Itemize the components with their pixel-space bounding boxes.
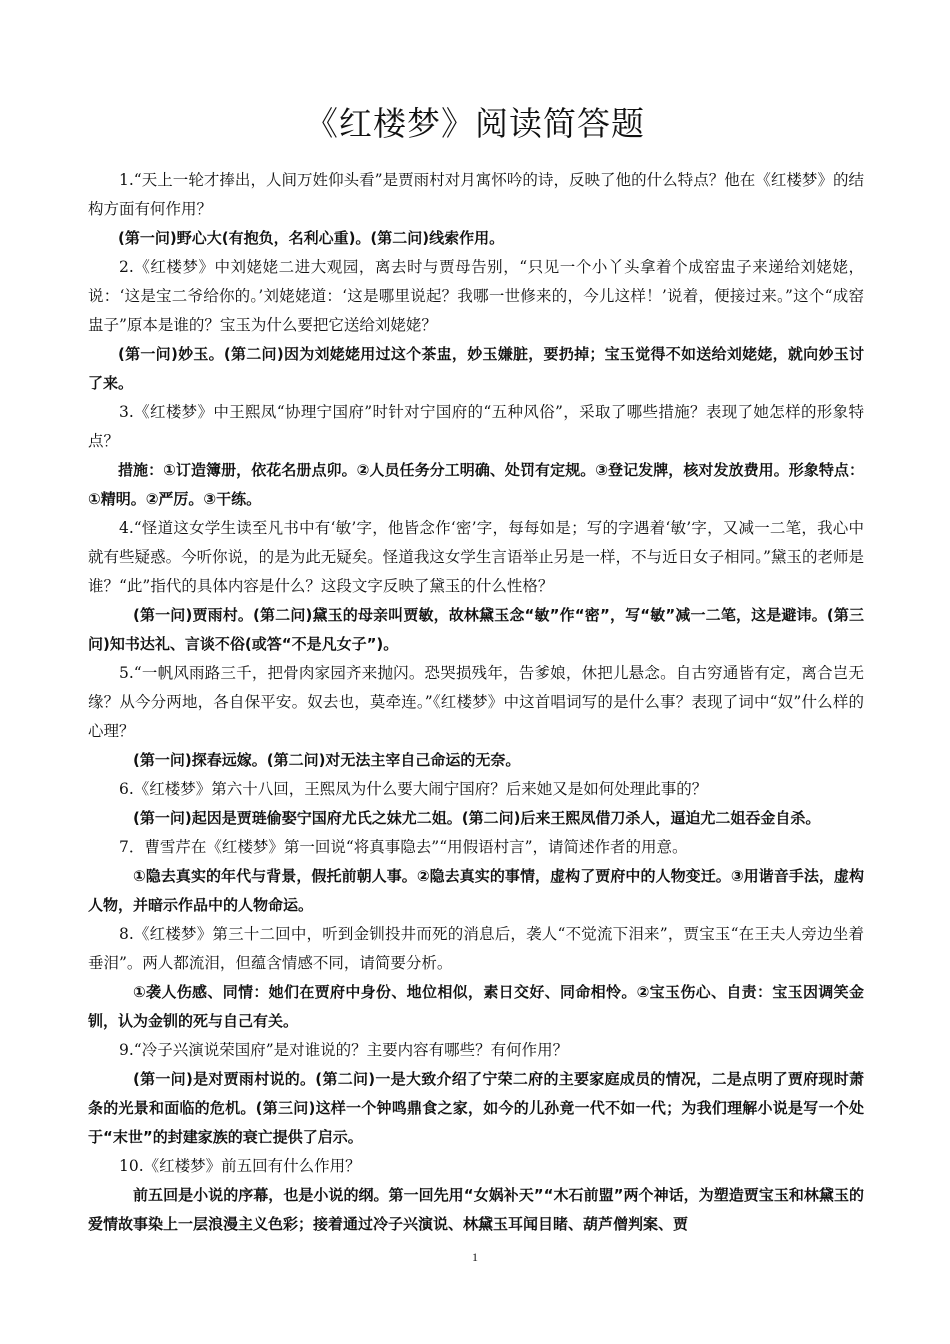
question-5: 5.“一帆风雨路三千，把骨肉家园齐来抛闪。恐哭损残年，告爹娘，休把儿悬念。自古穷通皆有定，离合岂无缘？从今分两地，各自保平安。奴去也，莫牵连。”《红楼梦》中这首唱词写的是什么事？表现了词中“奴”什么样的心理？ [88,664,864,740]
question-8: 8.《红楼梦》第三十二回中，听到金钏投井而死的消息后，袭人“不觉流下泪来”，贾宝玉“在王夫人旁边坐着垂泪”。两人都流泪，但蕴含情感不同，请简要分析。 [88,925,864,972]
answer-9: (第一问)是对贾雨村说的。(第二问)一是大致介绍了宁荣二府的主要家庭成员的情况，二是点明了贾府现时萧条的光景和面临的危机。(第三问)这样一个钟鸣鼎食之家，如今的儿孙竟一代不如一代；为我们理解小说是写一个处于“末世”的封建家族的衰亡提供了启示。 [88,1070,864,1146]
question-7: 7．曹雪芹在《红楼梦》第一回说“将真事隐去”“用假语村言”，请简述作者的用意。 [119,838,688,856]
answer-5: (第一问)探春远嫁。(第二问)对无法主宰自己命运的无奈。 [133,751,521,769]
question-list [88,166,864,1239]
question-9: 9.“冷子兴演说荣国府”是对谁说的？主要内容有哪些？有何作用？ [119,1041,569,1059]
answer-3: 措施：①订造簿册，依花名册点卯。②人员任务分工明确、处罚有定规。③登记发牌，核对发放费用。形象特点：①精明。②严厉。③干练。 [88,461,864,508]
question-6: 6.《红楼梦》第六十八回，王熙凤为什么要大闹宁国府？后来她又是如何处理此事的？ [119,780,708,798]
answer-1: (第一问)野心大(有抱负，名利心重)。(第二问)线索作用。 [118,229,505,247]
question-4: 4.“怪道这女学生读至凡书中有‘敏’字，他皆念作‘密’字，每每如是；写的字遇着‘敏’字，又减一二笔，我心中就有些疑惑。今听你说，的是为此无疑矣。怪道我这女学生言语举止另是一样，不与近日女子相同。”黛玉的老师是谁？“此”指代的具体内容是什么？这段文字反映了黛玉的什么性格？ [88,519,864,595]
document-title: 《红楼梦》阅读简答题 [305,104,645,143]
answer-2: (第一问)妙玉。(第二问)因为刘姥姥用过这个茶盅，妙玉嫌脏，要扔掉；宝玉觉得不如送给刘姥姥，就向妙玉讨了来。 [88,345,864,392]
answer-7: ①隐去真实的年代与背景，假托前朝人事。②隐去真实的事情，虚构了贾府中的人物变迁。③用谐音手法，虚构人物，并暗示作品中的人物命运。 [88,867,864,914]
question-2: 2.《红楼梦》中刘姥姥二进大观园，离去时与贾母告别，“只见一个小丫头拿着个成窑盅子来递给刘姥姥，说：‘这是宝二爷给你的。’刘姥姥道：‘这是哪里说起？我哪一世修来的，今儿这样！’说着，便接过来。”这个“成窑盅子”原本是谁的？宝玉为什么要把它送给刘姥姥？ [88,258,864,334]
answer-10: 前五回是小说的序幕，也是小说的纲。第一回先用“女娲补天”“木石前盟”两个神话，为塑造贾宝玉和林黛玉的爱情故事染上一层浪漫主义色彩；接着通过冷子兴演说、林黛玉耳闻目睹、葫芦僧判案、贾 [88,1186,864,1233]
question-1: 1.“天上一轮才捧出，人间万姓仰头看”是贾雨村对月寓怀吟的诗，反映了他的什么特点？他在《红楼梦》的结构方面有何作用？ [88,171,864,218]
answer-4: (第一问)贾雨村。(第二问)黛玉的母亲叫贾敏，故林黛玉念“敏”作“密”，写“敏”减一二笔，这是避讳。(第三问)知书达礼、言谈不俗(或答“不是凡女子”)。 [88,606,864,653]
question-3: 3.《红楼梦》中王熙凤“协理宁国府”时针对宁国府的“五种风俗”，采取了哪些措施？表现了她怎样的形象特点？ [88,403,864,450]
answer-6: (第一问)起因是贾琏偷娶宁国府尤氏之妹尤二姐。(第二问)后来王熙凤借刀杀人，逼迫尤二姐吞金自杀。 [133,809,821,827]
page-number: 1 [472,1250,478,1264]
answer-8: ①袭人伤感、同情：她们在贾府中身份、地位相似，素日交好、同命相怜。②宝玉伤心、自责：宝玉因调笑金钏，认为金钏的死与自己有关。 [88,983,864,1030]
question-10: 10.《红楼梦》前五回有什么作用？ [119,1157,361,1175]
